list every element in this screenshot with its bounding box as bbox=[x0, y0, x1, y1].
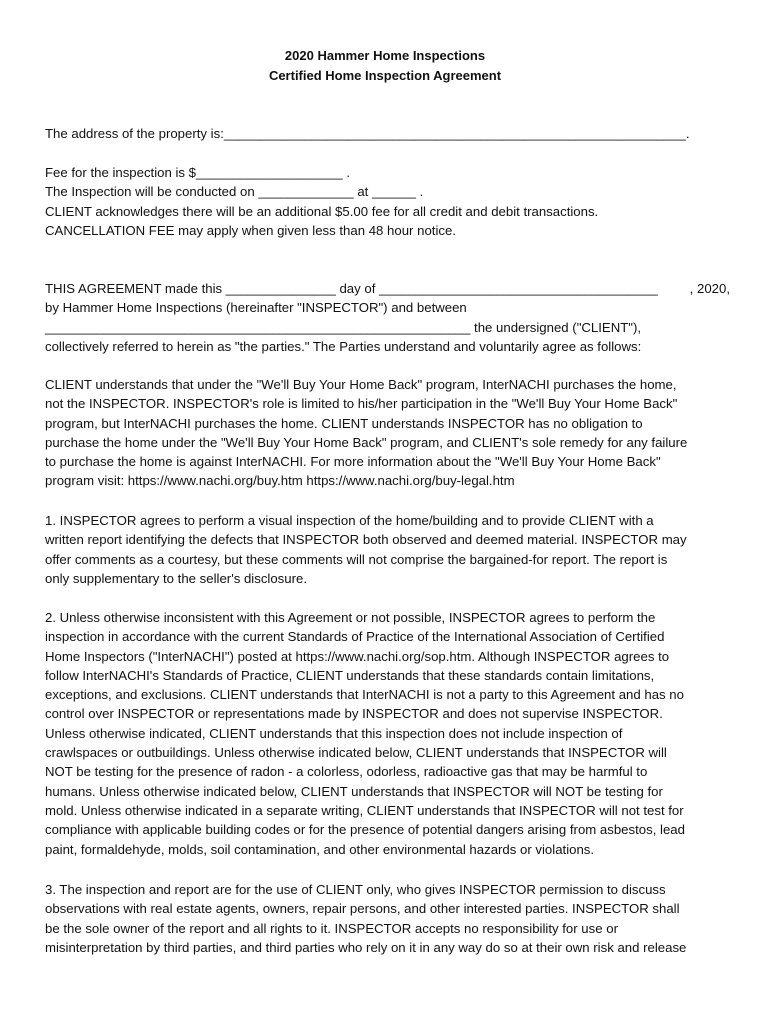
paragraph-line: written report identifying the defects that INSPECTOR both observed and deemed material. INSPECTOR may bbox=[45, 532, 687, 548]
agreement-date-line bbox=[45, 279, 730, 298]
property-address-paragraph bbox=[45, 124, 730, 143]
paragraph-line: observations with real estate agents, owners, repair persons, and other interested parties. INSPECTOR shall bbox=[45, 901, 680, 917]
paragraph-line: not the INSPECTOR. INSPECTOR's role is limited to his/her participation in the "We'll Buy Your Home Back" bbox=[45, 396, 678, 412]
agreement-date-text: THIS AGREEMENT made this _______________ day of ______________________________________ bbox=[45, 281, 658, 296]
paragraph-line: to purchase the home is against InterNACHI. For more information about the "We'll Buy Your Home Back" bbox=[45, 454, 661, 470]
paragraph-line: NOT be testing for the presence of radon - a colorless, odorless, radioactive gas that may be harmful to bbox=[45, 764, 648, 780]
paragraph-line: 1. INSPECTOR agrees to perform a visual inspection of the home/building and to provide CLIENT with a bbox=[45, 513, 654, 528]
paragraph-line: program visit: https://www.nachi.org/buy.htm https://www.nachi.org/buy-legal.htm bbox=[45, 473, 515, 489]
paragraph-line: inspection in accordance with the current Standards of Practice of the International Association of Certified bbox=[45, 629, 665, 645]
fee-paragraph bbox=[45, 163, 730, 240]
paragraph-line: paint, formaldehyde, molds, soil contamination, and other environmental hazards or violations. bbox=[45, 841, 595, 857]
conducted-line: The Inspection will be conducted on _____________ at ______ . bbox=[45, 184, 424, 200]
paragraph-line: exceptions, and exclusions. CLIENT understands that InterNACHI is not a party to this Agreement and has no bbox=[45, 687, 684, 703]
paragraph-line: control over INSPECTOR or representations made by INSPECTOR and does not supervise INSPECTOR. bbox=[45, 706, 663, 722]
section-1-paragraph bbox=[45, 511, 730, 588]
paragraph-line: program, but InterNACHI purchases the home. CLIENT understands INSPECTOR has no obligation to bbox=[45, 415, 643, 431]
paragraph-line: humans. Unless otherwise indicated below, CLIENT understands that INSPECTOR will NOT be testing for bbox=[45, 783, 663, 799]
fee-line: Fee for the inspection is $____________________ . bbox=[45, 165, 351, 180]
cancellation-line: CANCELLATION FEE may apply when given less than 48 hour notice. bbox=[45, 222, 456, 238]
paragraph-line: mold. Unless otherwise indicated in a separate writing, CLIENT understands that INSPECTOR will not test for bbox=[45, 802, 684, 818]
address-line: The address of the property is:_______________________________________________________________. bbox=[45, 126, 690, 141]
paragraph-line: Home Inspectors ("InterNACHI") posted at https://www.nachi.org/sop.htm. Although INSPECTOR agrees to bbox=[45, 648, 670, 664]
section-3-paragraph bbox=[45, 880, 730, 957]
agreement-paragraph bbox=[45, 279, 730, 356]
agreement-client-line: __________________________________________________________ the undersigned ("CLIENT"), bbox=[45, 319, 642, 335]
paragraph-line: offer comments as a courtesy, but these comments will not comprise the bargained-for report. The report is bbox=[45, 551, 668, 567]
section-2-paragraph bbox=[45, 608, 730, 859]
document-title: 2020 Hammer Home Inspections bbox=[284, 48, 486, 63]
paragraph-line: compliance with applicable building codes or for the presence of potential dangers arising from asbestos, lead bbox=[45, 822, 685, 838]
paragraph-line: CLIENT understands that under the "We'll Buy Your Home Back" program, InterNACHI purchases the home, bbox=[45, 377, 677, 392]
paragraph-line: purchase the home under the "We'll Buy Your Home Back" program, and CLIENT's sole remedy for any failure bbox=[45, 434, 688, 450]
paragraph-line: follow InterNACHI's Standards of Practice, CLIENT understands that these standards contain limitations, bbox=[45, 667, 655, 683]
document-header bbox=[0, 46, 770, 86]
agreement-parties-line: by Hammer Home Inspections (hereinafter "INSPECTOR") and between bbox=[45, 300, 467, 316]
paragraph-line: misinterpretation by third parties, and third parties who rely on it in any way do so at their own risk and release bbox=[45, 939, 687, 955]
document-subtitle: Certified Home Inspection Agreement bbox=[268, 68, 502, 83]
paragraph-line: 2. Unless otherwise inconsistent with this Agreement or not possible, INSPECTOR agrees to perform the bbox=[45, 610, 656, 625]
agreement-year-text: , 2020, bbox=[689, 281, 730, 296]
agreement-collective-line: collectively referred to herein as "the parties." The Parties understand and voluntarily agree as follows: bbox=[45, 338, 642, 354]
paragraph-line: Unless otherwise indicated, CLIENT understands that this inspection does not include inspection of bbox=[45, 725, 623, 741]
paragraph-line: be the sole owner of the report and all rights to it. INSPECTOR accepts no responsibility for use or bbox=[45, 920, 618, 936]
paragraph-line: 3. The inspection and report are for the use of CLIENT only, who gives INSPECTOR permission to discuss bbox=[45, 882, 666, 897]
paragraph-line: crawlspaces or outbuildings. Unless otherwise indicated below, CLIENT understands that INSPECTOR will bbox=[45, 745, 667, 761]
card-fee-line: CLIENT acknowledges there will be an additional $5.00 fee for all credit and debit transactions. bbox=[45, 203, 599, 219]
buy-back-paragraph bbox=[45, 375, 730, 491]
paragraph-line: only supplementary to the seller's disclosure. bbox=[45, 570, 307, 586]
